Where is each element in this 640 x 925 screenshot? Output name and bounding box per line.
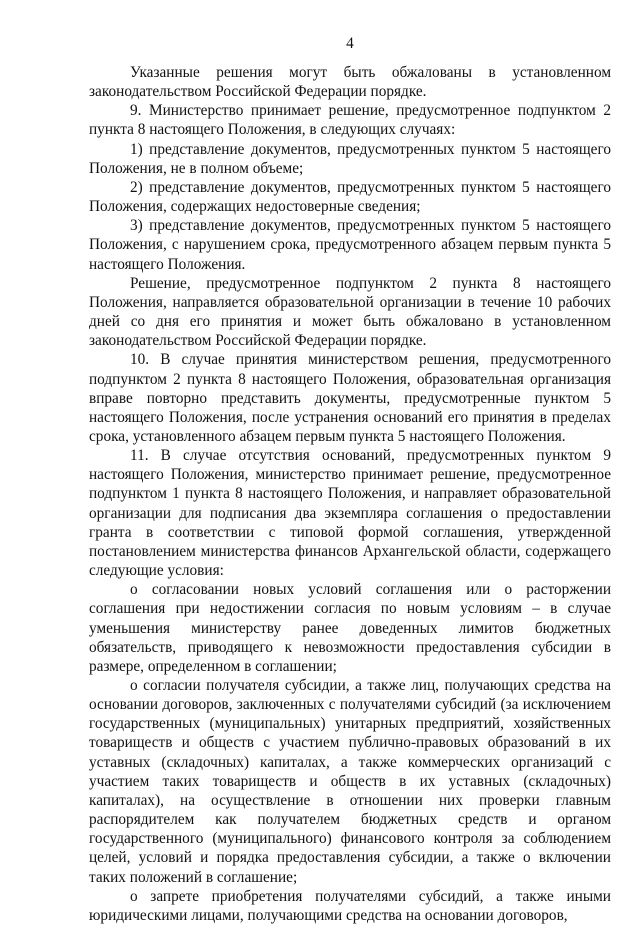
document-page [89,34,611,925]
paragraph-item-9-sub-3: 3) представление документов, предусмотренных пунктом 5 настоящего Положения, с нарушением срока, предусмотренного абзацем первым пункта 5 настоящего Положения. [89,217,611,273]
paragraph-condition-3: о запрете приобретения получателями субсидий, а также иными юридическими лицами, получающими средства на основании договоров, [89,887,611,924]
paragraph-item-10: 10. В случае принятия министерством решения, предусмотренного подпунктом 2 пункта 8 настоящего Положения, образовательная организация вправе повторно представить документы, предусмотренные пунктом 5 настоящего Положения, после устранения оснований его принятия в пределах срока, установленного абзацем первым пункта 5 настоящего Положения. [89,351,611,445]
paragraph-condition-1: о согласовании новых условий соглашения или о расторжении соглашения при недостижении согласия по новым условиям – в случае уменьшения министерству ранее доведенных лимитов бюджетных обязательств, приводящего к невозможности предоставления субсидии в размере, определенном в соглашении; [89,581,611,675]
paragraph-item-11: 11. В случае отсутствия оснований, предусмотренных пунктом 9 настоящего Положения, министерство принимает решение, предусмотренное подпунктом 1 пункта 8 настоящего Положения, и направляет образовательной организации для подписания два экземпляра соглашения о предоставлении гранта в соответствии с типовой формой соглашения, утвержденной постановлением министерства финансов Архангельской области, содержащего следующие условия: [89,447,611,580]
page-number: 4 [346,35,354,52]
paragraph-item-9-sub-1: 1) представление документов, предусмотренных пунктом 5 настоящего Положения, не в полном объеме; [89,140,611,177]
paragraph-appeal-note: Указанные решения могут быть обжалованы в установленном законодательством Российской Федерации порядке. [89,64,611,101]
paragraph-item-9: 9. Министерство принимает решение, предусмотренное подпунктом 2 пункта 8 настоящего Положения, в следующих случаях: [89,102,611,139]
paragraph-condition-2: о согласии получателя субсидии, а также лиц, получающих средства на основании договоров, заключенных с получателями субсидий (за исключением государственных (муниципальных) унитарных предприятий, хозяйственных товариществ и обществ с участием публично-правовых образований в их уставных (складочных) капиталах, а также коммерческих организаций с участием таких товариществ и обществ в их уставных (складочных) капиталах), на осуществление в отношении них проверки главным распорядителем как получателем бюджетных средств и органом государственного (муниципального) финансового контроля за соблюдением целей, условий и порядка предоставления субсидии, а также о включении таких положений в соглашение; [89,677,611,886]
paragraph-decision-notice: Решение, предусмотренное подпунктом 2 пункта 8 настоящего Положения, направляется образовательной организации в течение 10 рабочих дней со дня его принятия и может быть обжаловано в установленном законодательством Российской Федерации порядке. [89,274,611,350]
paragraph-item-9-sub-2: 2) представление документов, предусмотренных пунктом 5 настоящего Положения, содержащих недостоверные сведения; [89,178,611,216]
